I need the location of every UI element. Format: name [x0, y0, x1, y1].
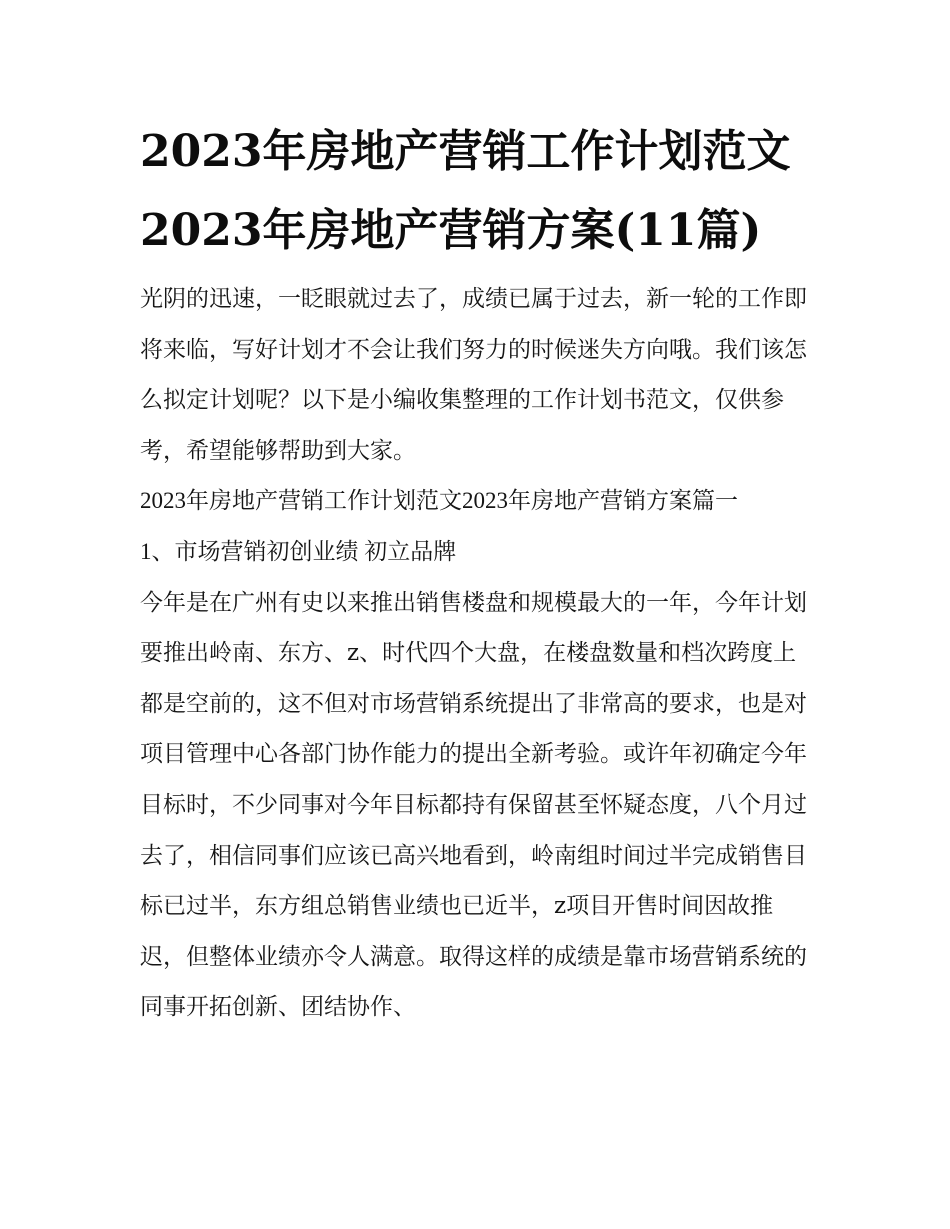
intro-paragraph: 光阴的迅速，一眨眼就过去了，成绩已属于过去，新一轮的工作即将来临，写好计划才不会让我们努力的时候迷失方向哦。我们该怎么拟定计划呢？以下是小编收集整理的工作计划书范文，仅供参考，希望能够帮助到大家。 — [140, 286, 807, 464]
document-body — [140, 274, 812, 1033]
subsection-heading: 1、市场营销初创业绩 初立品牌 — [140, 538, 457, 564]
section-heading: 2023年房地产营销工作计划范文2023年房地产营销方案篇一 — [140, 488, 738, 514]
body-paragraph: 今年是在广州有史以来推出销售楼盘和规模最大的一年，今年计划要推出岭南、东方、z、时代四个大盘，在楼盘数量和档次跨度上都是空前的，这不但对市场营销系统提出了非常高的要求，也是对项目管理中心各部门协作能力的提出全新考验。或许年初确定今年目标时，不少同事对今年目标都持有保留甚至怀疑态度，八个月过去了，相信同事们应该已高兴地看到，岭南组时间过半完成销售目标已过半，东方组总销售业绩也已近半，z项目开售时间因故推迟，但整体业绩亦令人满意。取得这样的成绩是靠市场营销系统的同事开拓创新、团结协作、 — [140, 589, 807, 1021]
document-title: 2023年房地产营销工作计划范文2023年房地产营销方案(11篇) — [140, 126, 791, 256]
